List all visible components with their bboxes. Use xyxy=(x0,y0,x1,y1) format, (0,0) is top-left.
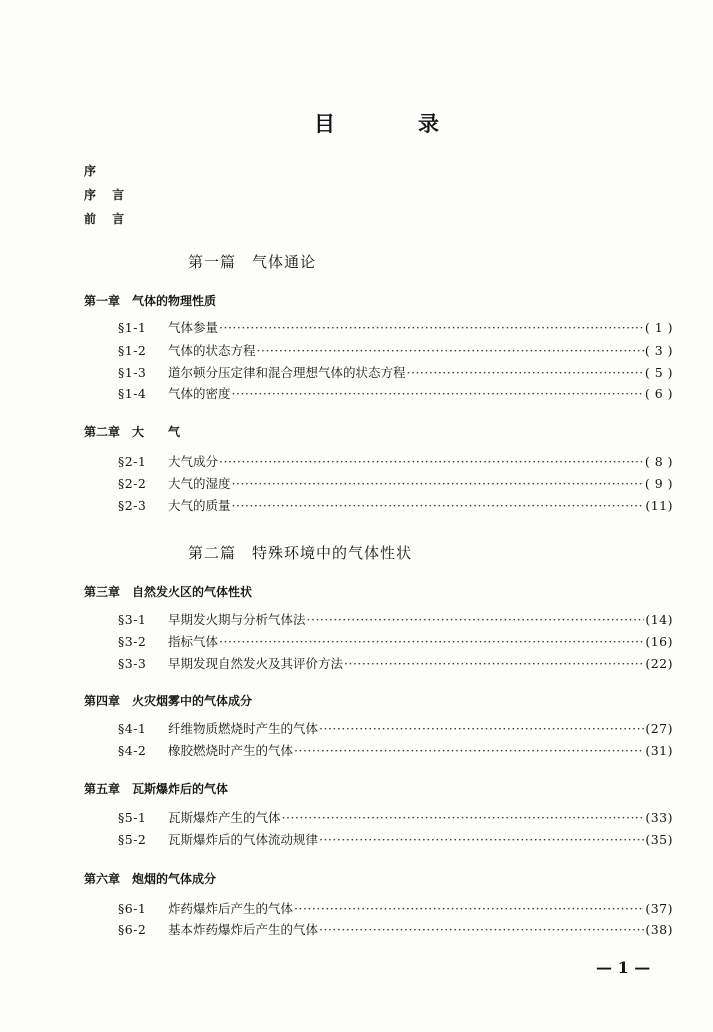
section-title: 指标气体 xyxy=(168,634,219,649)
page-ref: (14) xyxy=(645,612,673,627)
toc-entry[interactable] xyxy=(118,341,673,361)
section-title: 道尔顿分压定律和混合理想气体的状态方程 xyxy=(168,365,406,380)
page-ref: ( 5 ) xyxy=(644,365,673,380)
toc-entry[interactable] xyxy=(118,610,673,630)
front-matter-foreword: 序 言 xyxy=(84,188,131,202)
toc-entry[interactable] xyxy=(118,741,673,761)
dot-leader xyxy=(232,476,644,491)
toc-entry[interactable] xyxy=(118,363,673,383)
dot-leader xyxy=(319,832,644,847)
chapter-heading: 第四章 火灾烟雾中的气体成分 xyxy=(84,694,253,708)
page-ref: (16) xyxy=(645,634,673,649)
toc-entry[interactable] xyxy=(118,899,673,919)
dot-leader xyxy=(307,612,645,627)
title-char-2: 录 xyxy=(418,111,439,136)
dot-leader xyxy=(219,320,644,335)
page-ref: ( 3 ) xyxy=(644,343,673,358)
page-ref: (35) xyxy=(645,832,673,847)
section-number: §3-2 xyxy=(118,634,147,649)
dot-leader xyxy=(219,634,644,649)
section-number: §6-1 xyxy=(118,901,147,916)
section-title: 大气的质量 xyxy=(168,498,231,513)
section-number: §5-2 xyxy=(118,832,147,847)
dot-leader xyxy=(282,810,645,825)
page-ref: ( 8 ) xyxy=(644,454,673,469)
dot-leader xyxy=(319,922,644,937)
section-title: 早期发火期与分析气体法 xyxy=(168,612,306,627)
dot-leader xyxy=(294,901,644,916)
toc-entry[interactable] xyxy=(118,830,673,850)
section-title: 基本炸药爆炸后产生的气体 xyxy=(168,922,319,937)
dot-leader xyxy=(219,454,644,469)
dot-leader xyxy=(257,343,644,358)
page-title xyxy=(0,108,713,138)
toc-entry[interactable] xyxy=(118,474,673,494)
page-number: — 1 — xyxy=(596,958,651,977)
page-ref: (11) xyxy=(645,498,673,513)
toc-entry[interactable] xyxy=(118,452,673,472)
toc-entry[interactable] xyxy=(118,384,673,404)
section-number: §5-1 xyxy=(118,810,147,825)
page-ref: (27) xyxy=(645,721,673,736)
toc-entry[interactable] xyxy=(118,808,673,828)
page-ref: (31) xyxy=(645,743,673,758)
toc-entry[interactable] xyxy=(118,318,673,338)
page-ref: (22) xyxy=(645,656,673,671)
dot-leader xyxy=(232,386,644,401)
page-ref: (37) xyxy=(645,901,673,916)
chapter-heading: 第三章 自然发火区的气体性状 xyxy=(84,585,253,599)
front-matter-introduction: 前 言 xyxy=(84,212,131,226)
section-number: §1-3 xyxy=(118,365,147,380)
toc-entry[interactable] xyxy=(118,920,673,940)
toc-entry[interactable] xyxy=(118,496,673,516)
page-ref: ( 9 ) xyxy=(644,476,673,491)
dot-leader xyxy=(407,365,644,380)
dot-leader xyxy=(344,656,644,671)
section-number: §1-1 xyxy=(118,320,147,335)
section-title: 气体的密度 xyxy=(168,386,231,401)
section-number: §4-2 xyxy=(118,743,147,758)
section-title: 炸药爆炸后产生的气体 xyxy=(168,901,294,916)
chapter-heading: 第一章 气体的物理性质 xyxy=(84,294,217,308)
section-title: 纤维物质燃烧时产生的气体 xyxy=(168,721,319,736)
section-number: §4-1 xyxy=(118,721,147,736)
section-number: §1-2 xyxy=(118,343,147,358)
section-number: §6-2 xyxy=(118,922,147,937)
section-number: §3-3 xyxy=(118,656,147,671)
section-number: §2-2 xyxy=(118,476,147,491)
section-number: §2-3 xyxy=(118,498,147,513)
chapter-heading: 第五章 瓦斯爆炸后的气体 xyxy=(84,782,229,796)
page-ref: ( 1 ) xyxy=(644,320,673,335)
chapter-heading: 第六章 炮烟的气体成分 xyxy=(84,872,217,886)
section-number: §3-1 xyxy=(118,612,147,627)
section-title: 气体参量 xyxy=(168,320,219,335)
page-ref: (33) xyxy=(645,810,673,825)
dot-leader xyxy=(232,498,645,513)
section-title: 早期发现自然发火及其评价方法 xyxy=(168,656,344,671)
section-title: 橡胶燃烧时产生的气体 xyxy=(168,743,294,758)
toc-entry[interactable] xyxy=(118,654,673,674)
section-title: 大气的湿度 xyxy=(168,476,231,491)
section-number: §2-1 xyxy=(118,454,147,469)
section-number: §1-4 xyxy=(118,386,147,401)
part-heading: 第二篇 特殊环境中的气体性状 xyxy=(188,544,413,562)
section-title: 瓦斯爆炸产生的气体 xyxy=(168,810,281,825)
page-ref: ( 6 ) xyxy=(644,386,673,401)
dot-leader xyxy=(294,743,644,758)
chapter-heading: 第二章 大 气 xyxy=(84,425,181,439)
part-heading: 第一篇 气体通论 xyxy=(188,253,317,271)
toc-entry[interactable] xyxy=(118,719,673,739)
section-title: 大气成分 xyxy=(168,454,219,469)
dot-leader xyxy=(319,721,644,736)
title-char-1: 目 xyxy=(314,111,335,136)
front-matter-preface: 序 xyxy=(84,164,103,178)
page-ref: (38) xyxy=(645,922,673,937)
section-title: 气体的状态方程 xyxy=(168,343,256,358)
toc-entry[interactable] xyxy=(118,632,673,652)
section-title: 瓦斯爆炸后的气体流动规律 xyxy=(168,832,319,847)
